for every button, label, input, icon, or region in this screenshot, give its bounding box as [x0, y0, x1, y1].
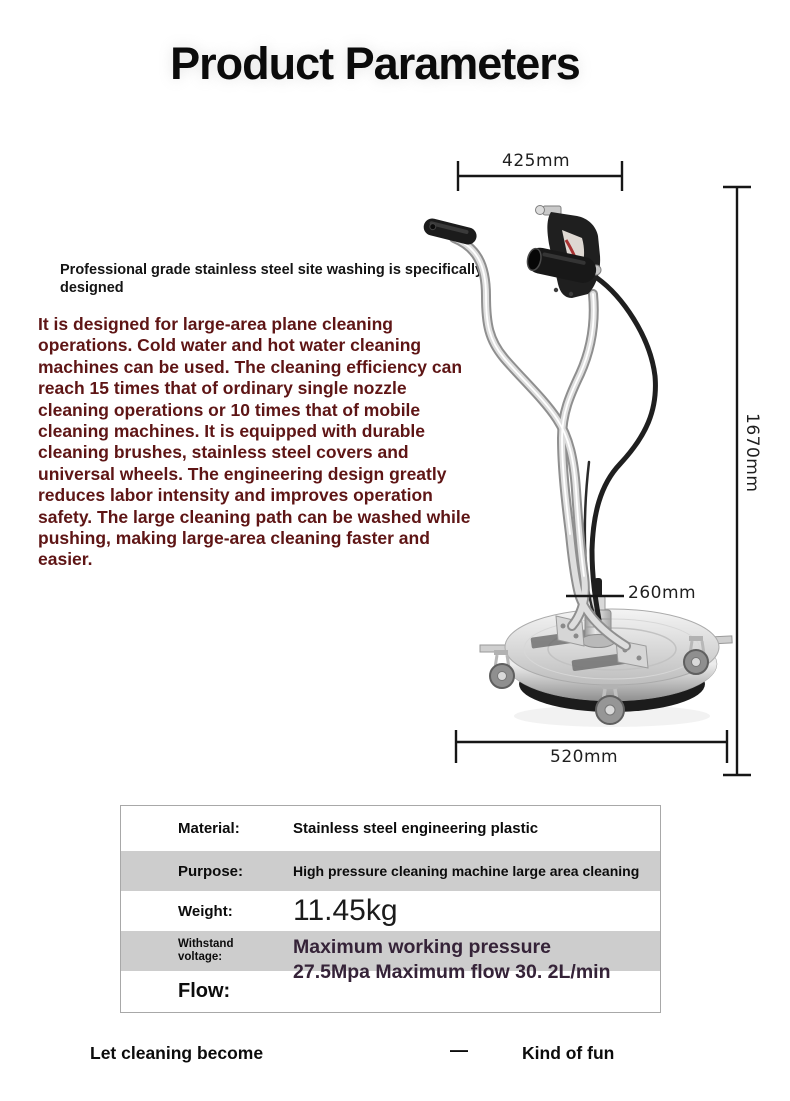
spec-label-withstand-voltage: [121, 938, 293, 965]
handle-grip: [422, 217, 479, 247]
product-subtitle: Professional grade stainless steel site washing is specifically designed: [60, 262, 484, 296]
spray-gun: [525, 206, 601, 299]
footer-tagline-left: Let cleaning become: [90, 1043, 264, 1063]
high-pressure-hose: [585, 278, 656, 620]
deck-shadow: [514, 705, 710, 727]
dimension-label-deck-width: 520mm: [550, 747, 619, 767]
dimension-label-top-width: 425mm: [502, 151, 571, 171]
stainless-deck: [505, 609, 719, 701]
spec-table: [120, 805, 661, 1013]
spec-value-pressure-flow: Maximum working pressure 27.5Mpa Maximum flow 30. 2L/min: [293, 936, 611, 983]
footer-dash: —: [450, 1040, 468, 1060]
handle-brackets: [556, 616, 648, 668]
swivel-fitting: [581, 578, 615, 648]
brush-skirt: [519, 656, 705, 712]
spec-label-purpose: Purpose:: [178, 862, 244, 880]
dimension-label-nozzle-height: 260mm: [628, 583, 697, 603]
dimension-lines: [456, 161, 751, 775]
spec-value-material: Stainless steel engineering plastic: [293, 820, 539, 837]
product-description: It is designed for large-area plane cleaning operations. Cold water and hot water cleaning machines can be used. The cleaning efficiency can reach 15 times that of ordinary single nozzle cleaning operations or 10 times that of mobile cleaning machines. It is equipped with durable cleaning brushes, stainless steel covers and universal wheels. The engineering design greatly reduces labor intensity and improves operation safety. The large cleaning path can be washed while pushing, making large-area cleaning faster and easier.: [38, 314, 471, 570]
spec-value-purpose: High pressure cleaning machine large area cleaning: [293, 863, 640, 879]
spec-row-purpose: [121, 851, 660, 891]
caster-wheels: [490, 636, 708, 724]
spec-value-weight: 11.45kg: [293, 894, 398, 927]
page-title: Product Parameters: [170, 38, 580, 89]
caster-arms: [480, 636, 732, 652]
spec-label-weight: Weight:: [178, 902, 233, 920]
spec-row-weight: [121, 891, 660, 931]
spec-row-material: [121, 806, 660, 851]
spec-label-material: Material:: [178, 820, 240, 837]
spec-label-withstand-voltage-text: Withstand voltage:: [178, 937, 234, 963]
dimension-label-overall-height: 1670mm: [742, 413, 762, 493]
footer-tagline-right: Kind of fun: [522, 1043, 615, 1063]
spec-label-flow: Flow:: [178, 980, 231, 1002]
